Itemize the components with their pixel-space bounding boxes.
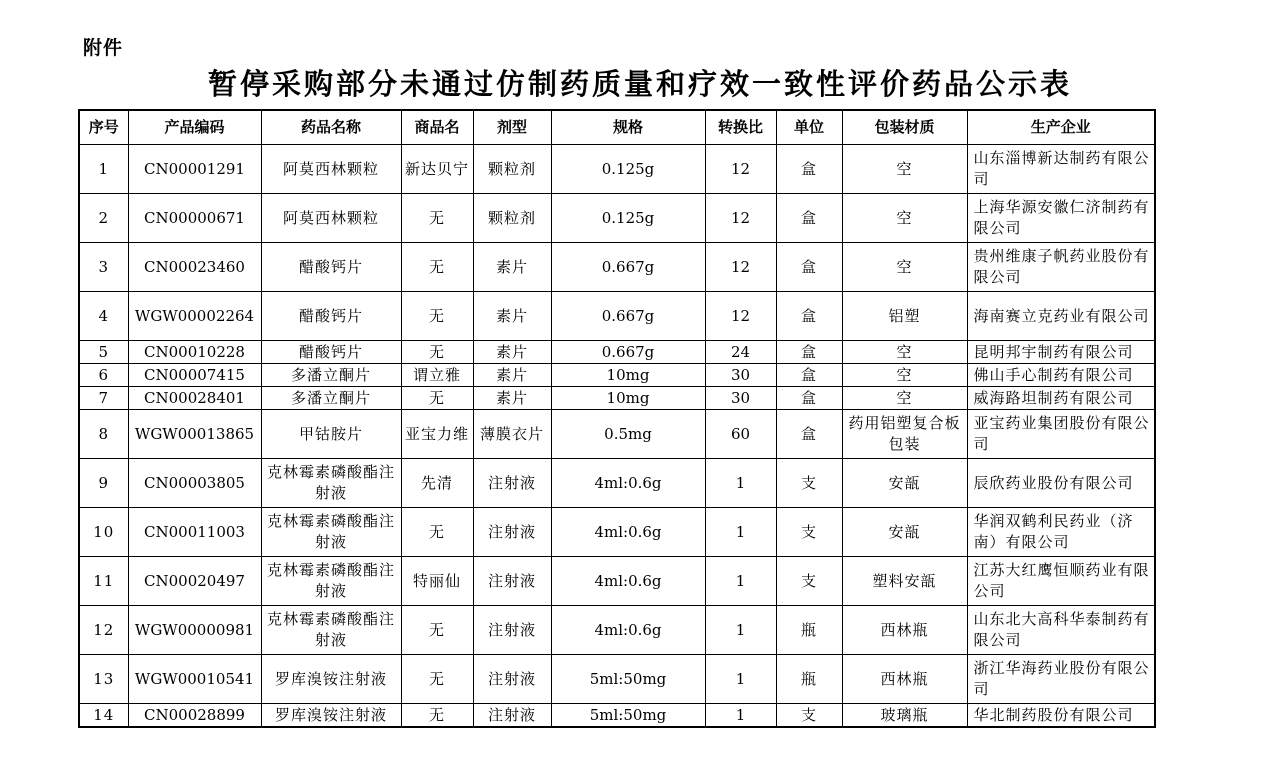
- drug-name-cell: 醋酸钙片: [261, 243, 401, 292]
- brand-name-cell: 无: [401, 704, 473, 728]
- table-row: [79, 410, 1155, 459]
- packaging-cell: 铝塑: [842, 292, 967, 341]
- conversion-ratio-cell: 60: [705, 410, 776, 459]
- brand-name-cell: 无: [401, 387, 473, 410]
- manufacturer-cell: 浙江华海药业股份有限公司: [967, 655, 1155, 704]
- unit-cell: 支: [776, 459, 842, 508]
- packaging-cell: 空: [842, 243, 967, 292]
- conversion-ratio-cell: 12: [705, 194, 776, 243]
- table-row: [79, 145, 1155, 194]
- drug-name-cell: 克林霉素磷酸酯注射液: [261, 557, 401, 606]
- specification-cell: 4ml:0.6g: [551, 606, 705, 655]
- row-number-cell: 1: [79, 145, 128, 194]
- unit-cell: 盒: [776, 410, 842, 459]
- table-row: [79, 655, 1155, 704]
- product-code-cell: WGW00010541: [128, 655, 261, 704]
- packaging-cell: 塑料安瓿: [842, 557, 967, 606]
- conversion-ratio-cell: 1: [705, 557, 776, 606]
- manufacturer-cell: 华北制药股份有限公司: [967, 704, 1155, 728]
- specification-cell: 10mg: [551, 387, 705, 410]
- specification-cell: 0.5mg: [551, 410, 705, 459]
- document-title: 暂停采购部分未通过仿制药质量和疗效一致性评价药品公示表: [207, 67, 1072, 101]
- unit-cell: 盒: [776, 145, 842, 194]
- product-code-cell: CN00003805: [128, 459, 261, 508]
- header-cell: 药品名称: [261, 110, 401, 145]
- row-number-cell: 8: [79, 410, 128, 459]
- drug-name-cell: 多潘立酮片: [261, 364, 401, 387]
- brand-name-cell: 特丽仙: [401, 557, 473, 606]
- manufacturer-cell: 贵州维康子帆药业股份有限公司: [967, 243, 1155, 292]
- drug-name-cell: 罗库溴铵注射液: [261, 704, 401, 728]
- dosage-form-cell: 注射液: [473, 508, 551, 557]
- brand-name-cell: 谓立雅: [401, 364, 473, 387]
- row-number-cell: 14: [79, 704, 128, 728]
- brand-name-cell: 无: [401, 243, 473, 292]
- conversion-ratio-cell: 1: [705, 606, 776, 655]
- specification-cell: 4ml:0.6g: [551, 508, 705, 557]
- table-body: [79, 145, 1155, 728]
- conversion-ratio-cell: 12: [705, 243, 776, 292]
- conversion-ratio-cell: 30: [705, 387, 776, 410]
- specification-cell: 0.667g: [551, 292, 705, 341]
- row-number-cell: 3: [79, 243, 128, 292]
- specification-cell: 5ml:50mg: [551, 655, 705, 704]
- dosage-form-cell: 注射液: [473, 704, 551, 728]
- row-number-cell: 11: [79, 557, 128, 606]
- specification-cell: 10mg: [551, 364, 705, 387]
- unit-cell: 盒: [776, 387, 842, 410]
- table-row: [79, 341, 1155, 364]
- unit-cell: 盒: [776, 341, 842, 364]
- table-row: [79, 508, 1155, 557]
- product-code-cell: CN00010228: [128, 341, 261, 364]
- conversion-ratio-cell: 1: [705, 655, 776, 704]
- packaging-cell: 空: [842, 387, 967, 410]
- packaging-cell: 药用铝塑复合板包装: [842, 410, 967, 459]
- drug-name-cell: 阿莫西林颗粒: [261, 145, 401, 194]
- drug-table: [78, 109, 1156, 728]
- table-row: [79, 557, 1155, 606]
- header-cell: 产品编码: [128, 110, 261, 145]
- manufacturer-cell: 亚宝药业集团股份有限公司: [967, 410, 1155, 459]
- row-number-cell: 12: [79, 606, 128, 655]
- header-cell: 规格: [551, 110, 705, 145]
- dosage-form-cell: 素片: [473, 243, 551, 292]
- drug-name-cell: 醋酸钙片: [261, 292, 401, 341]
- header-cell: 商品名: [401, 110, 473, 145]
- product-code-cell: CN00007415: [128, 364, 261, 387]
- row-number-cell: 10: [79, 508, 128, 557]
- header-cell: 单位: [776, 110, 842, 145]
- specification-cell: 0.125g: [551, 194, 705, 243]
- packaging-cell: 安瓿: [842, 459, 967, 508]
- dosage-form-cell: 素片: [473, 341, 551, 364]
- attachment-label: 附件: [83, 37, 124, 59]
- table-row: [79, 194, 1155, 243]
- product-code-cell: CN00028899: [128, 704, 261, 728]
- drug-name-cell: 罗库溴铵注射液: [261, 655, 401, 704]
- conversion-ratio-cell: 1: [705, 459, 776, 508]
- dosage-form-cell: 薄膜衣片: [473, 410, 551, 459]
- dosage-form-cell: 素片: [473, 387, 551, 410]
- specification-cell: 0.667g: [551, 341, 705, 364]
- table-row: [79, 243, 1155, 292]
- table-header-row: [79, 110, 1155, 145]
- table-row: [79, 606, 1155, 655]
- manufacturer-cell: 上海华源安徽仁济制药有限公司: [967, 194, 1155, 243]
- brand-name-cell: 亚宝力维: [401, 410, 473, 459]
- conversion-ratio-cell: 30: [705, 364, 776, 387]
- manufacturer-cell: 山东北大高科华泰制药有限公司: [967, 606, 1155, 655]
- table-row: [79, 387, 1155, 410]
- conversion-ratio-cell: 12: [705, 292, 776, 341]
- header-cell: 包装材质: [842, 110, 967, 145]
- packaging-cell: 西林瓶: [842, 655, 967, 704]
- product-code-cell: CN00001291: [128, 145, 261, 194]
- row-number-cell: 13: [79, 655, 128, 704]
- manufacturer-cell: 华润双鹤利民药业（济南）有限公司: [967, 508, 1155, 557]
- drug-name-cell: 甲钴胺片: [261, 410, 401, 459]
- product-code-cell: CN00023460: [128, 243, 261, 292]
- conversion-ratio-cell: 1: [705, 704, 776, 728]
- manufacturer-cell: 威海路坦制药有限公司: [967, 387, 1155, 410]
- drug-name-cell: 醋酸钙片: [261, 341, 401, 364]
- packaging-cell: 玻璃瓶: [842, 704, 967, 728]
- unit-cell: 盒: [776, 364, 842, 387]
- brand-name-cell: 无: [401, 508, 473, 557]
- product-code-cell: CN00000671: [128, 194, 261, 243]
- specification-cell: 4ml:0.6g: [551, 557, 705, 606]
- drug-name-cell: 克林霉素磷酸酯注射液: [261, 508, 401, 557]
- row-number-cell: 4: [79, 292, 128, 341]
- brand-name-cell: 无: [401, 341, 473, 364]
- row-number-cell: 7: [79, 387, 128, 410]
- packaging-cell: 安瓿: [842, 508, 967, 557]
- product-code-cell: CN00020497: [128, 557, 261, 606]
- product-code-cell: CN00011003: [128, 508, 261, 557]
- packaging-cell: 空: [842, 341, 967, 364]
- dosage-form-cell: 注射液: [473, 557, 551, 606]
- product-code-cell: WGW00013865: [128, 410, 261, 459]
- packaging-cell: 空: [842, 194, 967, 243]
- dosage-form-cell: 颗粒剂: [473, 145, 551, 194]
- unit-cell: 瓶: [776, 655, 842, 704]
- dosage-form-cell: 注射液: [473, 655, 551, 704]
- conversion-ratio-cell: 12: [705, 145, 776, 194]
- brand-name-cell: 先清: [401, 459, 473, 508]
- unit-cell: 盒: [776, 292, 842, 341]
- product-code-cell: WGW00002264: [128, 292, 261, 341]
- header-cell: 剂型: [473, 110, 551, 145]
- packaging-cell: 空: [842, 145, 967, 194]
- table-row: [79, 704, 1155, 728]
- dosage-form-cell: 注射液: [473, 459, 551, 508]
- manufacturer-cell: 昆明邦宇制药有限公司: [967, 341, 1155, 364]
- drug-name-cell: 克林霉素磷酸酯注射液: [261, 459, 401, 508]
- table-row: [79, 292, 1155, 341]
- specification-cell: 0.667g: [551, 243, 705, 292]
- drug-name-cell: 阿莫西林颗粒: [261, 194, 401, 243]
- row-number-cell: 2: [79, 194, 128, 243]
- drug-name-cell: 克林霉素磷酸酯注射液: [261, 606, 401, 655]
- manufacturer-cell: 辰欣药业股份有限公司: [967, 459, 1155, 508]
- product-code-cell: CN00028401: [128, 387, 261, 410]
- unit-cell: 支: [776, 508, 842, 557]
- dosage-form-cell: 素片: [473, 292, 551, 341]
- brand-name-cell: 无: [401, 606, 473, 655]
- unit-cell: 盒: [776, 243, 842, 292]
- row-number-cell: 5: [79, 341, 128, 364]
- drug-name-cell: 多潘立酮片: [261, 387, 401, 410]
- brand-name-cell: 无: [401, 194, 473, 243]
- brand-name-cell: 新达贝宁: [401, 145, 473, 194]
- header-cell: 转换比: [705, 110, 776, 145]
- table-row: [79, 459, 1155, 508]
- row-number-cell: 9: [79, 459, 128, 508]
- dosage-form-cell: 颗粒剂: [473, 194, 551, 243]
- manufacturer-cell: 江苏大红鹰恒顺药业有限公司: [967, 557, 1155, 606]
- conversion-ratio-cell: 1: [705, 508, 776, 557]
- table-row: [79, 364, 1155, 387]
- row-number-cell: 6: [79, 364, 128, 387]
- brand-name-cell: 无: [401, 292, 473, 341]
- packaging-cell: 西林瓶: [842, 606, 967, 655]
- specification-cell: 0.125g: [551, 145, 705, 194]
- unit-cell: 支: [776, 704, 842, 728]
- manufacturer-cell: 海南赛立克药业有限公司: [967, 292, 1155, 341]
- dosage-form-cell: 素片: [473, 364, 551, 387]
- conversion-ratio-cell: 24: [705, 341, 776, 364]
- manufacturer-cell: 佛山手心制药有限公司: [967, 364, 1155, 387]
- specification-cell: 5ml:50mg: [551, 704, 705, 728]
- dosage-form-cell: 注射液: [473, 606, 551, 655]
- header-cell: 生产企业: [967, 110, 1155, 145]
- brand-name-cell: 无: [401, 655, 473, 704]
- specification-cell: 4ml:0.6g: [551, 459, 705, 508]
- unit-cell: 支: [776, 557, 842, 606]
- product-code-cell: WGW00000981: [128, 606, 261, 655]
- manufacturer-cell: 山东淄博新达制药有限公司: [967, 145, 1155, 194]
- header-cell: 序号: [79, 110, 128, 145]
- unit-cell: 盒: [776, 194, 842, 243]
- packaging-cell: 空: [842, 364, 967, 387]
- unit-cell: 瓶: [776, 606, 842, 655]
